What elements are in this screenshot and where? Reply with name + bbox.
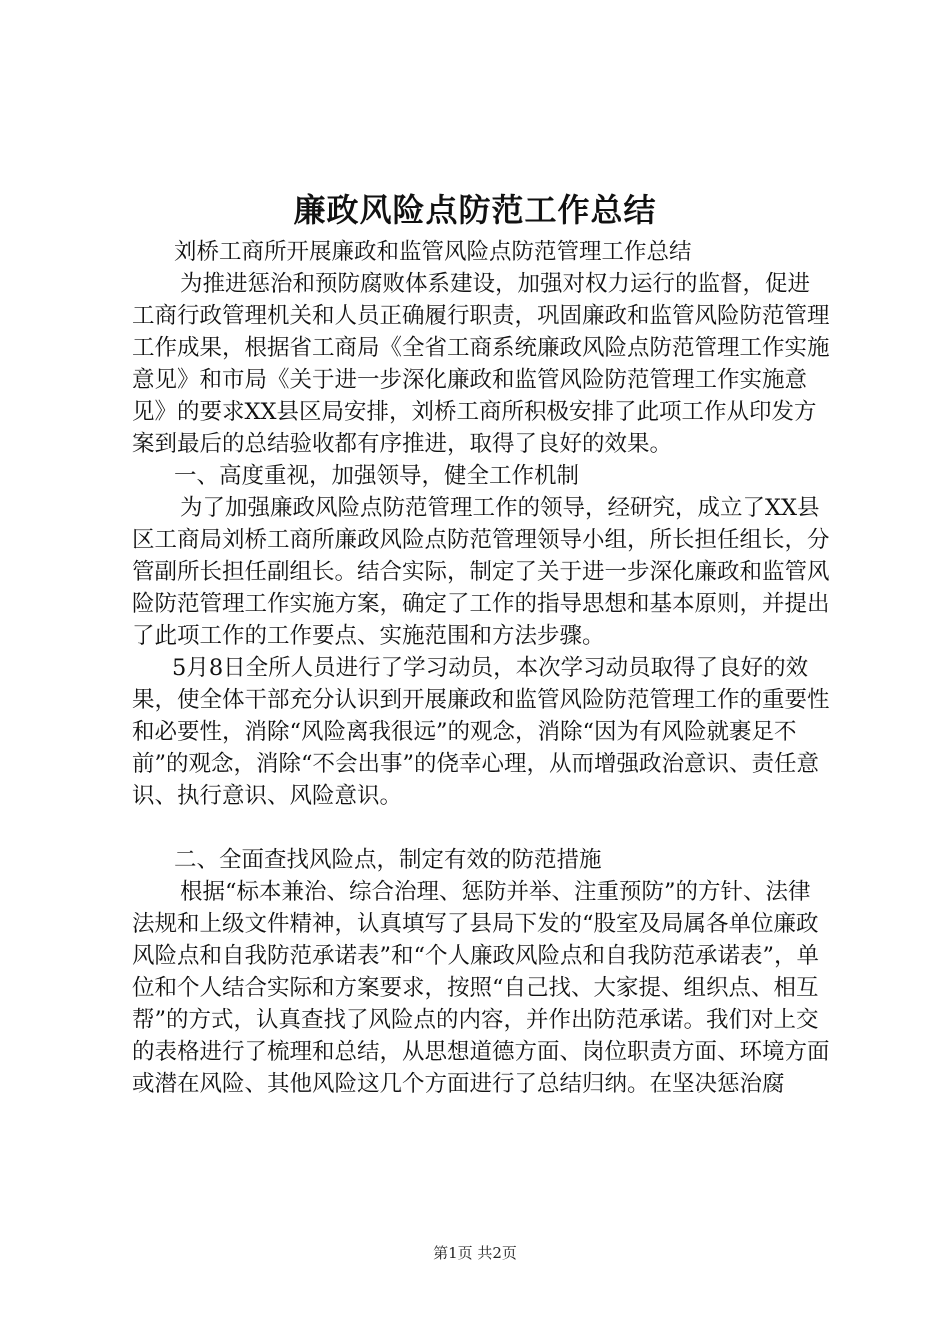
section-heading-1: 一、高度重视，加强领导，健全工作机制 [174,463,580,489]
document-title: 廉政风险点防范工作总结 [293,191,657,229]
paragraph-risk-points: 根据“标本兼治、综合治理、惩防并举、注重预防”的方针、法律法规和上级文件精神，认真填写了县局下发的“股室及局属各单位廉政风险点和自我防范承诺表”和“个人廉政风险点和自我防范承诺表”，单位和个人结合实际和方案要求，按照“自己找、大家提、组织点、相互帮”的方式，认真查找了风险点的内容，并作出防范承诺。我们对上交的表格进行了梳理和总结，从思想道德方面、岗位职责方面、环境方面或潜在风险、其他风险这几个方面进行了总结归纳。在坚决惩治腐 [132,879,830,1097]
paragraph-mobilization: 5月8日全所人员进行了学习动员，本次学习动员取得了良好的效果，使全体干部充分认识到开展廉政和监管风险防范管理工作的重要性和必要性，消除“风险离我很远”的观念，消除“因为有风险就裹足不前”的观念，消除“不会出事”的侥幸心理，从而增强政治意识、责任意识、执行意识、风险意识。 [132,655,830,809]
section-heading-2: 二、全面查找风险点，制定有效的防范措施 [174,847,602,873]
page-footer: 第1页 共2页 [433,1244,517,1262]
document-subtitle: 刘桥工商所开展廉政和监管风险点防范管理工作总结 [174,239,692,265]
paragraph-leadership: 为了加强廉政风险点防范管理工作的领导，经研究，成立了XX县区工商局刘桥工商所廉政风险点防范管理领导小组，所长担任组长，分管副所长担任副组长。结合实际，制定了关于进一步深化廉政和监管风险防范管理工作实施方案，确定了工作的指导思想和基本原则，并提出了此项工作的工作要点、实施范围和方法步骤。 [132,495,830,649]
paragraph-spacer [132,812,832,844]
paragraph-intro: 为推进惩治和预防腐败体系建设，加强对权力运行的监督，促进工商行政管理机关和人员正确履行职责，巩固廉政和监管风险防范管理工作成果，根据省工商局《全省工商系统廉政风险点防范管理工作实施意见》和市局《关于进一步深化廉政和监管风险防范管理工作实施意见》的要求XX县区局安排，刘桥工商所积极安排了此项工作从印发方案到最后的总结验收都有序推进，取得了良好的效果。 [132,271,830,457]
document-body [132,236,832,1100]
